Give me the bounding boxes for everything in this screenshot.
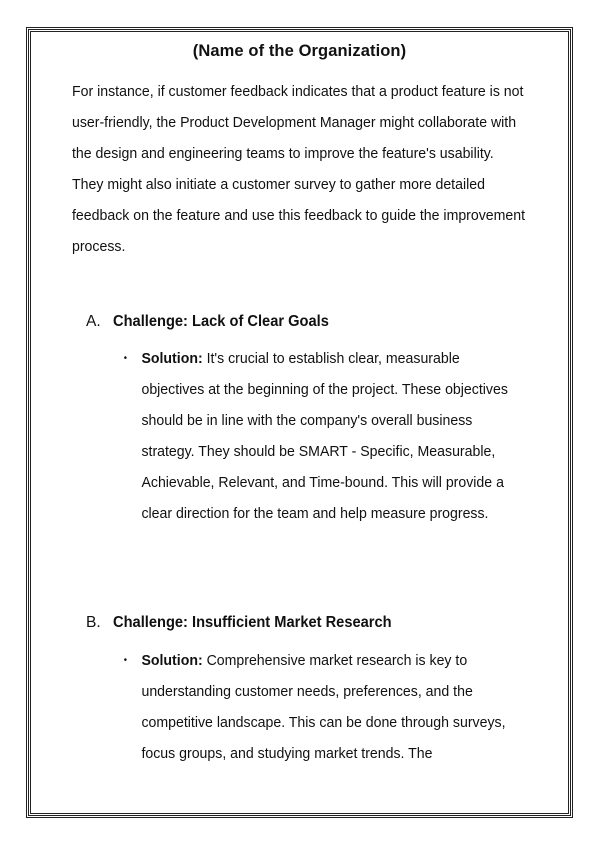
challenge-b-heading-row xyxy=(86,614,409,632)
challenge-a-solution-text xyxy=(141,343,520,530)
organization-title: (Name of the Organization) xyxy=(192,42,407,60)
solution-body: Comprehensive market research is key to understanding customer needs, preferences, and the competitive landscape. This can be done through surveys, focus groups, and studying market trends. The xyxy=(141,652,506,763)
challenge-b-solution xyxy=(121,645,521,769)
challenge-a-heading-row xyxy=(86,313,343,331)
intro-paragraph: For instance, if customer feedback indicates that a product feature is not user-friendly, the Product Development Manager might collaborate with the design and engineering teams to improve the feature's usability. They might also initiate a customer survey to gather more detailed feedback on the feature and use this feedback to guide the improvement process. xyxy=(72,83,526,256)
challenge-b-letter: B. xyxy=(86,614,101,631)
bullet-icon: • xyxy=(123,655,128,666)
solution-label: Solution: xyxy=(141,652,203,669)
solution-label: Solution: xyxy=(141,350,203,367)
challenge-a-heading: Challenge: Lack of Clear Goals xyxy=(113,313,329,330)
challenge-a-letter: A. xyxy=(86,313,101,330)
challenge-a-solution xyxy=(121,343,521,530)
bullet-icon: • xyxy=(123,353,128,364)
challenge-b-solution-text xyxy=(141,645,520,769)
page-border xyxy=(26,27,573,818)
challenge-b-heading: Challenge: Insufficient Market Research xyxy=(113,614,392,631)
solution-body: It's crucial to establish clear, measurable objectives at the beginning of the project. These objectives should be in line with the company's overall business strategy. They should be SMART - Specific, Measurable, Achievable, Relevant, and Time-bound. This will provide a clear direction for the team and help measure progress. xyxy=(141,350,508,523)
